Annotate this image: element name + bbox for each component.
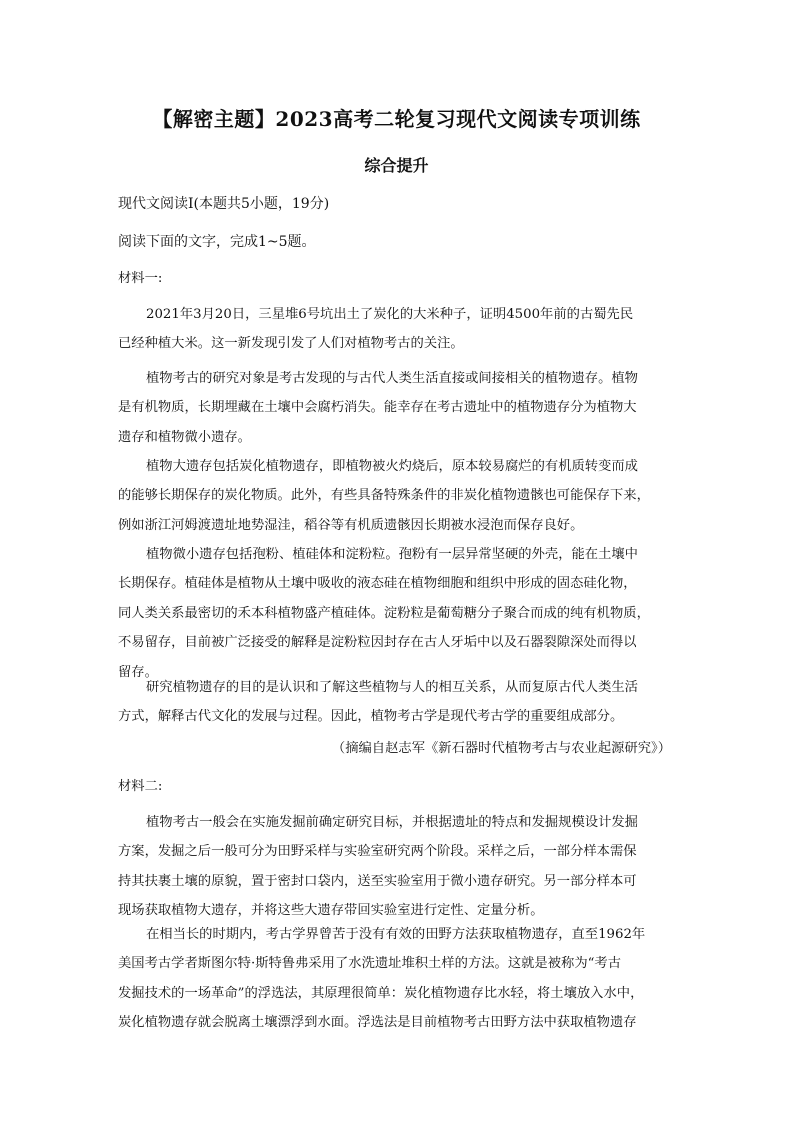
material-1-paragraph-4	[118, 540, 678, 687]
material-1-paragraph-5	[118, 673, 678, 732]
material-1-label: 材料一:	[118, 271, 163, 286]
paragraph-line: 植物大遗存包括炭化植物遗存，即植物被火灼烧后，原本较易腐烂的有机质转变而成	[146, 459, 638, 474]
paragraph-line: 长期保存。植硅体是植物从土壤中吸收的液态硅在植物细胞和组织中形成的固态硅化物，	[118, 576, 637, 592]
paragraph-line: 遗存和植物微小遗存。	[118, 429, 251, 445]
paragraph-line: 植物微小遗存包括孢粉、植硅体和淀粉粒。孢粉有一层异常坚硬的外壳，能在土壤中	[146, 547, 638, 562]
material-1-paragraph-1	[118, 300, 678, 359]
material-1-source: （摘编自赵志军《新石器时代植物考古与农业起源研究》）	[331, 741, 671, 756]
paragraph-line: 植物考古一般会在实施发掘前确定研究目标，并根据遗址的特点和发掘规模设计发掘	[146, 815, 638, 830]
document-title: 【解密主题】2023高考二轮复习现代文阅读专项训练	[152, 107, 641, 131]
paragraph-line: 炭化植物遗存就会脱离土壤漂浮到水面。浮选法是目前植物考古田野方法中获取植物遗存	[118, 1015, 637, 1031]
material-1-paragraph-3	[118, 452, 678, 540]
paragraph-line: 研究植物遗存的目的是认识和了解这些植物与人的相互关系，从而复原古代人类生活	[146, 680, 638, 695]
paragraph-line: 的能够长期保存的炭化物质。此外，有些具备特殊条件的非炭化植物遗骸也可能保存下来，	[118, 488, 650, 504]
material-2-label: 材料二:	[118, 779, 163, 794]
material-2-paragraph-2	[118, 920, 678, 1038]
paragraph-line: 持其扶裹土壤的原貌，置于密封口袋内，送至实验室用于微小遗存研究。另一部分样本可	[118, 873, 637, 889]
instruction-text: 阅读下面的文字，完成1~5题。	[118, 234, 316, 250]
material-1-paragraph-2	[118, 364, 678, 452]
paragraph-line: 已经种植大米。这一新发现引发了人们对植物考古的关注。	[118, 336, 464, 352]
paragraph-line: 是有机物质，长期埋藏在土壤中会腐朽消失。能幸存在考古遗址中的植物遗存分为植物大	[118, 400, 637, 416]
material-2-paragraph-1	[118, 808, 678, 926]
paragraph-line: 不易留存，目前被广泛接受的解释是淀粉粒因封存在古人牙垢中以及石器裂隙深处而得以	[118, 635, 637, 651]
paragraph-line: 现场获取植物大遗存，并将这些大遗存带回实验室进行定性、定量分析。	[118, 903, 544, 919]
section-header: 现代文阅读Ⅰ(本题共5小题，19分)	[118, 196, 330, 212]
paragraph-line: 留存。	[118, 664, 158, 680]
paragraph-line: 2021年3月20日，三星堆6号坑出土了炭化的大米种子，证明4500年前的古蜀先民	[146, 307, 634, 322]
paragraph-line: 在相当长的时期内，考古学界曾苦于没有有效的田野方法获取植物遗存，直至1962年	[146, 927, 646, 942]
paragraph-line: 方式，解释古代文化的发展与过程。因此，植物考古学是现代考古学的重要组成部分。	[118, 709, 624, 725]
paragraph-line: 方案，发掘之后一般可分为田野采样与实验室研究两个阶段。采样之后，一部分样本需保	[118, 844, 637, 860]
paragraph-line: 同人类关系最密切的禾本科植物盛产植硅体。淀粉粒是葡萄糖分子聚合而成的纯有机物质，	[118, 605, 650, 621]
paragraph-line: 发掘技术的一场革命”的浮选法，其原理很简单：炭化植物遗存比水轻，将土壤放入水中，	[118, 985, 644, 1001]
paragraph-line: 美国考古学者斯图尔特·斯特鲁弗采用了水洗遗址堆积土样的方法。这就是被称为“考古	[118, 956, 622, 972]
paragraph-line: 例如浙江河姆渡遗址地势湿洼，稻谷等有机质遗骸因长期被水浸泡而保存良好。	[118, 517, 584, 533]
document-subtitle: 综合提升	[364, 156, 429, 175]
paragraph-line: 植物考古的研究对象是考古发现的与古代人类生活直接或间接相关的植物遗存。植物	[146, 371, 638, 386]
